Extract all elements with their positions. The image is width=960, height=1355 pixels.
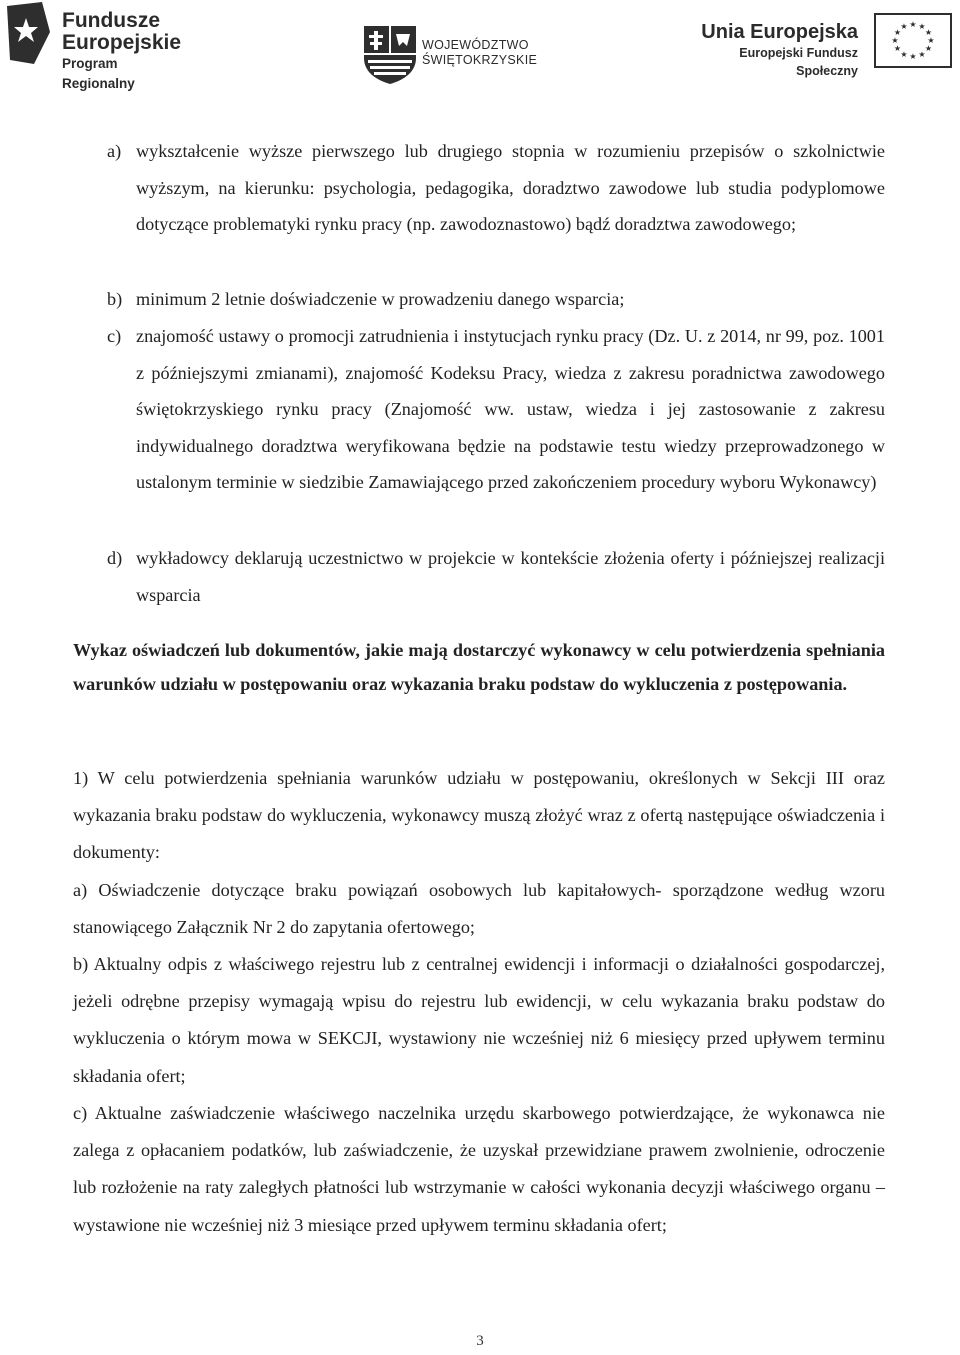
fundusze-europejskie-logo: [4, 2, 194, 91]
page-header: [0, 0, 960, 91]
page-number: 3: [476, 1333, 484, 1349]
ws-logo-text: [422, 38, 537, 68]
fe-logo-text: [62, 10, 194, 94]
unia-europejska-text: [676, 20, 858, 80]
fe-logo-line3: Program Regionalny: [62, 56, 135, 91]
svg-text:★: ★: [909, 20, 917, 29]
wojewodztwo-swietokrzyskie-logo: [360, 24, 550, 86]
eu-flag-icon: [874, 13, 952, 68]
svg-text:★: ★: [900, 22, 908, 31]
svg-text:★: ★: [909, 52, 917, 61]
list-item-b: [107, 281, 885, 318]
paragraph-requirements-intro: 1) W celu potwierdzenia spełniania warunków udziału w postępowaniu, określonych w Sekcji III oraz wykazania braku podstaw do wykluczenia, wykonawcy muszą złożyć wraz z ofertą następujące oświadczenia i dokumenty:: [73, 768, 885, 863]
list-marker: d): [107, 548, 123, 568]
list-marker: a): [107, 141, 122, 161]
svg-text:★: ★: [891, 36, 899, 45]
ws-logo-line2: ŚWIĘTOKRZYSKIE: [422, 53, 538, 67]
paragraph-item-c: c) Aktualne zaświadczenie właściwego naczelnika urzędu skarbowego potwierdzające, że wykonawca nie zalega z opłacaniem podatków, lub zaświadczenie, że uzyskał przewidziane prawem zwolnienie, odroczenie lub rozłożenie na raty zaległych płatności lub wstrzymanie w całości wykonania decyzji właściwego organu – wystawione nie wcześniej niż 3 miesiące przed upływem terminu składania ofert;: [73, 1103, 885, 1235]
list-item-text: wykształcenie wyższe pierwszego lub drugiego stopnia w rozumieniu przepisów o szkolnictwie wyższym, na kierunku: psychologia, pedagogika, doradztwo zawodowe lub studia podyplomowe dotyczące problematyki rynku pracy (np. zawodoznastowo) bądź doradztwa zawodowego;: [136, 141, 885, 234]
svg-text:★: ★: [900, 50, 908, 59]
svg-text:★: ★: [927, 36, 935, 45]
fe-logo-line1: Fundusze: [62, 9, 160, 32]
ws-logo-line1: WOJEWÓDZTWO: [422, 38, 529, 52]
fe-logo-line2: Europejskie: [62, 31, 182, 54]
coat-of-arms-icon: [360, 24, 420, 84]
svg-text:★: ★: [924, 28, 933, 37]
fe-star-icon: [4, 2, 56, 72]
list-item-d: [107, 540, 885, 613]
section-heading: Wykaz oświadczeń lub dokumentów, jakie mają dostarczyć wykonawcy w celu potwierdzenia spełniania warunków udziału w postępowaniu oraz wykazania braku podstaw do wykluczenia z postępowania.: [73, 640, 885, 694]
paragraph-item-b: b) Aktualny odpis z właściwego rejestru lub z centralnej ewidencji i informacji o działalności gospodarczej, jeżeli odrębne przepisy wymagają wpisu do rejestru lub ewidencji, w celu wykazania braku podstaw do wykluczenia o którym mowa w SEKCJI, wystawiony nie wcześniej niż 6 miesięcy przed upływem terminu składania ofert;: [73, 954, 885, 1086]
list-marker: c): [107, 326, 122, 346]
svg-text:★: ★: [918, 22, 926, 31]
list-item-c: [107, 318, 885, 501]
svg-text:★: ★: [893, 28, 902, 37]
svg-text:★: ★: [918, 50, 926, 59]
ue-logo-line1: Unia Europejska: [701, 21, 858, 43]
list-item-a: [107, 133, 885, 243]
list-marker: b): [107, 289, 123, 309]
svg-text:★: ★: [924, 44, 933, 53]
ue-logo-line2: Europejski Fundusz Społeczny: [739, 46, 858, 78]
list-item-text: znajomość ustawy o promocji zatrudnienia i instytucjach rynku pracy (Dz. U. z 2014, nr 99, poz. 1001 z późniejszymi zmianami), znajomość Kodeksu Pracy, wiedza z zakresu poradnictwa zawodowego świętokrzyskiego rynku pracy (Znajomość ww. ustaw, wiedza i jej zastosowanie z zakresu indywidualnego doradztwa weryfikowana będzie na podstawie testu wiedzy przeprowadzonego w ustalonym terminie w siedzibie Zamawiającego przed zakończeniem procedury wyboru Wykonawcy): [136, 326, 885, 492]
list-item-text: wykładowcy deklarują uczestnictwo w projekcie w kontekście złożenia oferty i późniejszej realizacji wsparcia: [136, 548, 885, 605]
list-item-text: minimum 2 letnie doświadczenie w prowadzeniu danego wsparcia;: [136, 289, 625, 309]
paragraph-item-a: a) Oświadczenie dotyczące braku powiązań osobowych lub kapitałowych- sporządzone według wzoru stanowiącego Załącznik Nr 2 do zapytania ofertowego;: [73, 880, 885, 938]
svg-text:★: ★: [893, 44, 902, 53]
